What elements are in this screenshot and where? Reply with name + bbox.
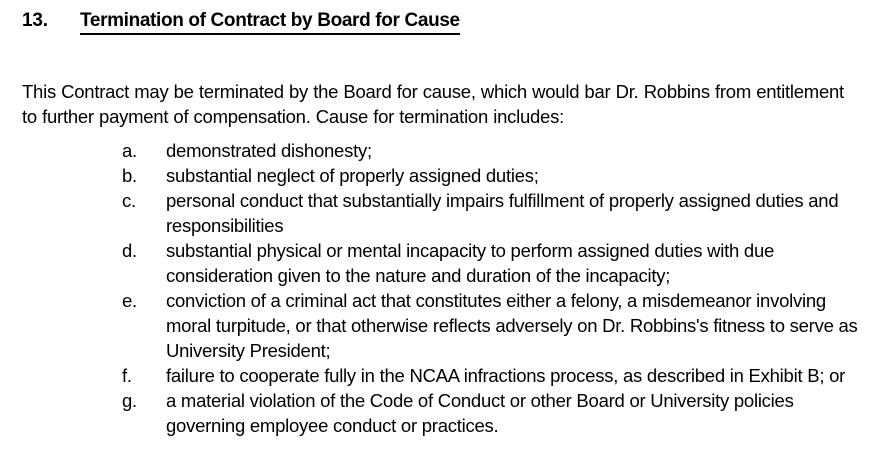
- list-item-text: demonstrated dishonesty;: [166, 140, 372, 161]
- clause-heading: [22, 10, 460, 35]
- list-item-text: personal conduct that substantially impairs fulfillment of properly assigned duties and responsibilities: [166, 190, 839, 236]
- list-item-marker: g.: [122, 390, 137, 411]
- list-item: [122, 238, 862, 288]
- list-item-text: conviction of a criminal act that constitutes either a felony, a misdemeanor involving moral turpitude, or that otherwise reflects adversely on Dr. Robbins's fitness to serve as University President;: [166, 290, 858, 361]
- cause-list: [122, 138, 862, 438]
- list-item-marker: d.: [122, 240, 137, 261]
- list-item-marker: b.: [122, 165, 137, 186]
- list-item: [122, 188, 862, 238]
- intro-paragraph: This Contract may be terminated by the Board for cause, which would bar Dr. Robbins from entitlement to further payment of compensation. Cause for termination includes:: [22, 80, 844, 127]
- list-item-marker: c.: [122, 190, 136, 211]
- list-item: [122, 363, 862, 388]
- list-item: [122, 288, 862, 363]
- list-item-marker: e.: [122, 290, 137, 311]
- list-item: [122, 138, 862, 163]
- list-item-text: substantial physical or mental incapacity to perform assigned duties with due consideration given to the nature and duration of the incapacity;: [166, 240, 775, 286]
- list-item-text: failure to cooperate fully in the NCAA infractions process, as described in Exhibit B; or: [166, 365, 846, 386]
- list-item-text: substantial neglect of properly assigned duties;: [166, 165, 539, 186]
- list-item: [122, 388, 862, 438]
- list-item-marker: a.: [122, 140, 137, 161]
- clause-title: Termination of Contract by Board for Cause: [80, 10, 460, 35]
- list-item-marker: f.: [122, 365, 132, 386]
- list-item-text: a material violation of the Code of Conduct or other Board or University policies governing employee conduct or practices.: [166, 390, 794, 436]
- list-item: [122, 163, 862, 188]
- clause-number: 13.: [22, 10, 48, 31]
